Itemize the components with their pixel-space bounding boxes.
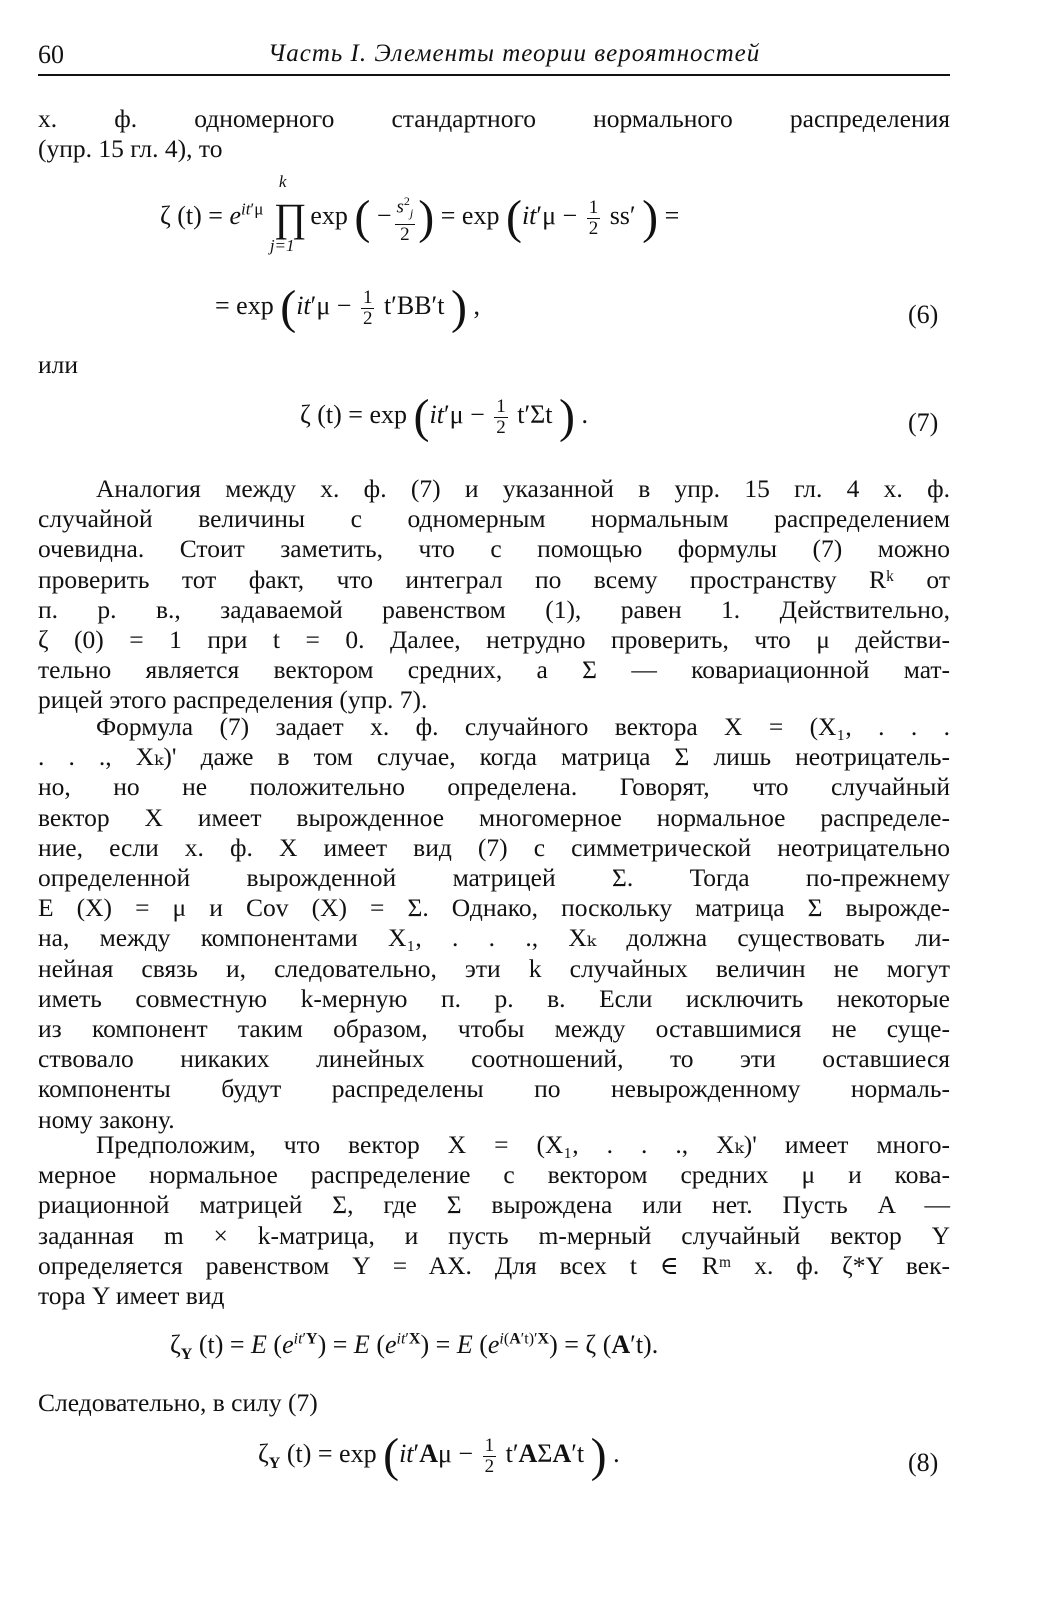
or-word: или <box>38 350 79 379</box>
text-line: х. ф. одномерного стандартного нормального распределения <box>38 104 950 133</box>
text-line: Аналогия между х. ф. (7) и указанной в упр. 15 гл. 4 х. ф. <box>96 474 950 503</box>
equation-number-8: (8) <box>908 1448 939 1477</box>
text-line: но, но не положительно определена. Говорят, что случайный <box>38 772 950 802</box>
equation-number-7: (7) <box>908 408 939 437</box>
equation-6-line-2: = exp (it′μ − $\frac{1}{2}$ t′BB′t ) , <box>215 281 480 334</box>
paragraph-2 <box>38 712 950 1135</box>
text-line: п. р. в., задаваемой равенством (1), равен 1. Действительно, <box>38 594 950 624</box>
page-number: 60 <box>38 40 64 69</box>
text-line: определенной вырожденной матрицей Σ. Тогда по-прежнему <box>38 863 950 893</box>
text-line: (упр. 15 гл. 4), то <box>38 134 223 164</box>
text-line: иметь совместную k-мерную п. р. в. Если исключить некоторые <box>38 983 950 1013</box>
text-line: очевидна. Стоит заметить, что с помощью формулы (7) можно <box>38 534 950 564</box>
page-header <box>38 38 950 76</box>
text-line: ному закону. <box>38 1104 175 1134</box>
text-line: компоненты будут распределены по невырожденному нормаль- <box>38 1074 950 1104</box>
equation-8: $\zeta_Y$ (t) = exp (it′Aμ − $\frac{1}{2}$ t′AΣA′t ) . <box>258 1429 620 1482</box>
text-line: тора Y имеет вид <box>38 1281 225 1311</box>
equation-char-fn-y: $\zeta_Y$ (t) = E $(e^{it'Y}) = E$ $(e^{it'X}) = E$ $(e^{i(A't)'X}) = \zeta$ (A′t). <box>170 1330 659 1364</box>
paragraph-3 <box>38 1130 950 1311</box>
equation-7: ζ (t) = exp (it′μ − $\frac{1}{2}$ t′Σt ) . <box>300 390 589 443</box>
text-line: определяется равенством Y = AX. Для всех t ∈ Rᵐ х. ф. ζ*Y век- <box>38 1250 950 1280</box>
equation-number-6: (6) <box>908 300 939 329</box>
text-line: ζ (0) = 1 при t = 0. Далее, нетрудно проверить, что μ действи- <box>38 625 950 655</box>
text-line: из компонент таким образом, чтобы между оставшимися не суще- <box>38 1014 950 1044</box>
text-line: случайной величины с одномерным нормальным распределением <box>38 504 950 534</box>
running-title: Часть I. Элементы теории вероятностей <box>268 40 761 67</box>
text-line: ние, если х. ф. X имеет вид (7) с симметрической неотрицательно <box>38 832 950 862</box>
text-line: риационной матрицей Σ, где Σ вырождена или нет. Пусть A — <box>38 1190 950 1220</box>
consequently-line: Следовательно, в силу (7) <box>38 1388 318 1417</box>
product-symbol: k ∏ j=1 <box>269 172 307 255</box>
text-line: ствовало никаких линейных соотношений, то эти оставшиеся <box>38 1044 950 1074</box>
text-line: мерное нормальное распределение с вектором средних μ и кова- <box>38 1160 950 1190</box>
text-line: Формула (7) задает х. ф. случайного вектора X = (X₁, . . . <box>96 712 950 741</box>
text-line: проверить тот факт, что интеграл по всему пространству Rᵏ от <box>38 564 950 594</box>
text-line: . . ., Xₖ)' даже в том случае, когда матрица Σ лишь неотрицатель- <box>38 742 950 772</box>
text-line: на, между компонентами X₁, . . ., Xₖ должна существовать ли- <box>38 923 950 953</box>
paragraph-1 <box>38 474 950 716</box>
text-line: E (X) = μ и Cov (X) = Σ. Однако, поскольку матрица Σ вырожде- <box>38 893 950 923</box>
text-line: нейная связь и, следовательно, эти k случайных величин не могут <box>38 953 950 983</box>
intro-paragraph <box>38 104 950 164</box>
text-line: вектор X имеет вырожденное многомерное нормальное распределе- <box>38 802 950 832</box>
text-line: Предположим, что вектор X = (X₁, . . ., Xₖ)' имеет много- <box>96 1130 950 1159</box>
text-line: тельно является вектором средних, а Σ — ковариационной мат- <box>38 655 950 685</box>
equation-6-line-1: ζ $(t) = e^{it'\mu}$ k ∏ j=1 exp ( − $\frac{s^2_j}{2}$ ) = exp (it′μ − $\frac{1}{2}$ ss′ ) = <box>160 172 680 255</box>
text-line: заданная m × k-матрица, и пусть m-мерный случайный вектор Y <box>38 1220 950 1250</box>
text-line: рицей этого распределения (упр. 7). <box>38 685 428 715</box>
